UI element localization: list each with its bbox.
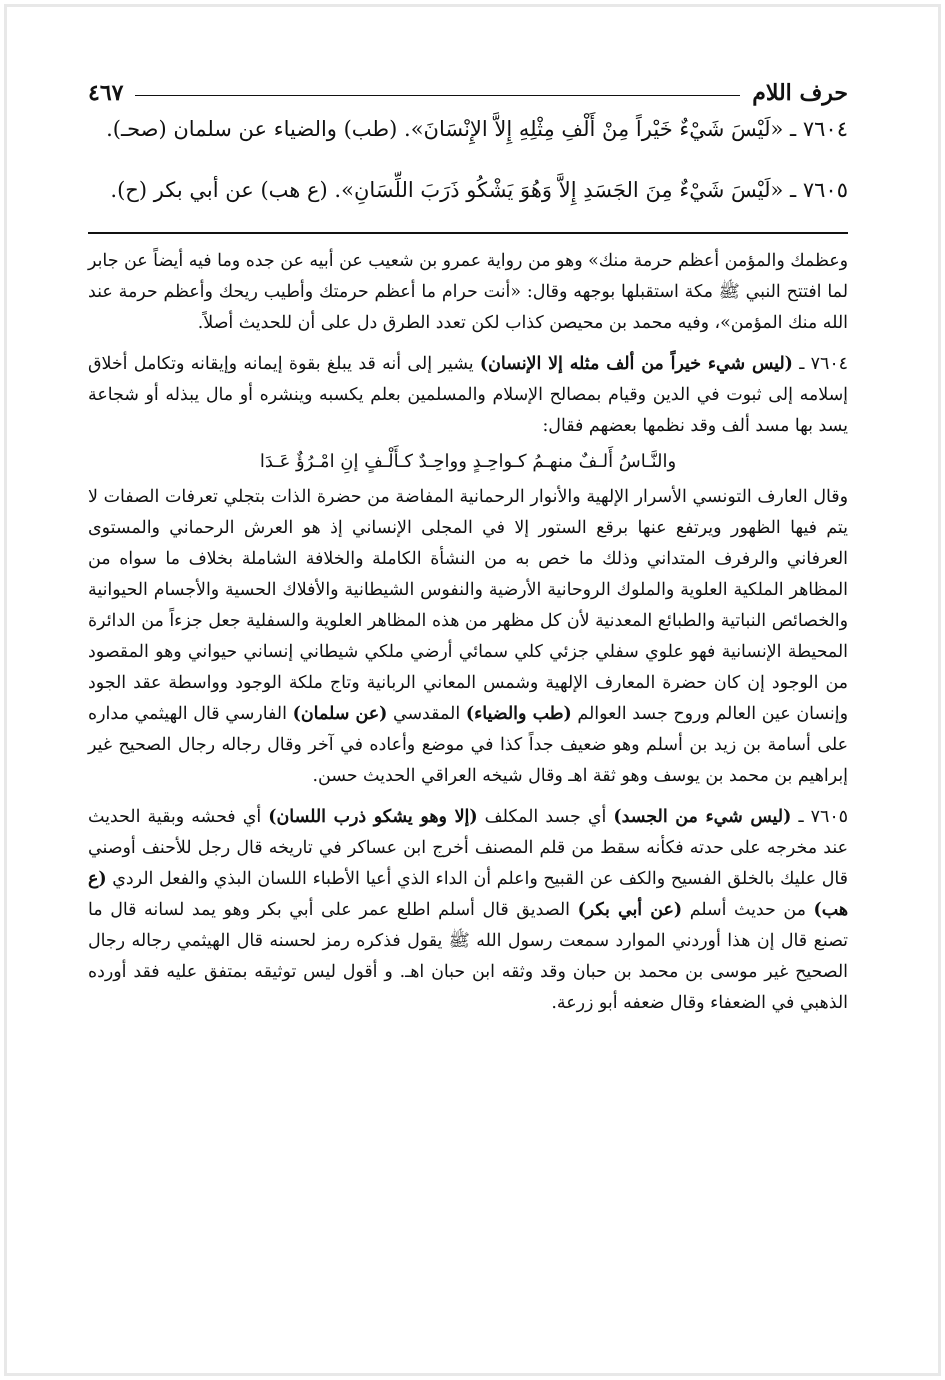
- commentary-text: أي فحشه وبقية الحديث عند مخرجه على حدته فكأنه سقط من قلم المصنف أخرج ابن عساكر في تاريخه قال رجل للأحنف أوصني قال عليك بالخلق الفسيح والكف عن القبيح واعلم أن الداء الذي أعيا الأطباء اللسان البذي والفعل الردي: [88, 807, 848, 889]
- commentary-text: الصديق قال أسلم اطلع عمر على أبي بكر وهو يمد لسانه قال ما تصنع قال إن هذا أوردني الموارد سمعت رسول الله ﷺ يقول فذكره رمز لحسنه قال الهيثمي رجاله رجال الصحيح غير موسى بن محمد بن حبان وقد وثقه ابن حبان اهـ. و أقول ليس توثيقه بمتفق عليه فقد أورده الذهبي في الضعفاء وقال ضعفه أبو زرعة.: [88, 900, 848, 1013]
- source-citation: (ع هب): [88, 869, 849, 920]
- commentary-text: من حديث أسلم: [689, 900, 806, 920]
- commentary-lemma: (ليس شيء خيراً من ألف مثله إلا الإنسان): [479, 354, 793, 374]
- hadith-source: . (طب) والضياء عن سلمان (صحـ).: [106, 117, 411, 141]
- footnote-divider: [88, 232, 848, 234]
- commentary-number: ٧٦٠٤ ـ: [799, 354, 849, 374]
- page-number: ٤٦٧: [88, 80, 124, 106]
- commentary-paragraph: [88, 482, 848, 792]
- running-header: [88, 62, 848, 106]
- commentary-lemma: (إلا وهو يشكو ذرب اللسان): [268, 807, 478, 827]
- header-rule: [135, 95, 740, 96]
- commentary-text: الفارسي قال الهيثمي مداره على أسامة بن زيد بن أسلم وهو ضعيف جداً كذا في موضع وأعاده في آخر وقال رجاله رجال الصحيح غير إبراهيم بن محمد بن يوسف وهو ثقة اهـ وقال شيخه العراقي الحديث حسن.: [88, 704, 848, 786]
- source-citation: (عن أبي بكر): [577, 900, 683, 920]
- commentary-paragraph: [88, 349, 848, 442]
- hadith-text: «لَيْسَ شَيْءٌ خَيْراً مِنْ أَلْفِ مِثْلِهِ إِلاَّ الإِنْسَانَ»: [410, 117, 784, 141]
- source-citation: (طب والضياء): [465, 704, 572, 724]
- commentary-paragraph: وعظمك والمؤمن أعظم حرمة منك» وهو من رواية عمرو بن شعيب عن أبيه عن جده وما فيه أيضاً عن جابر لما افتتح النبي ﷺ مكة استقبلها بوجهه وقال: «أنت حرام ما أعظم حرمتك وأطيب ريحك وأعظم حرمة عند الله منك المؤمن»، وفيه محمد بن محيصن كذاب لكن تعدد الطرق دل على أن للحديث أصلاً.: [88, 251, 848, 333]
- chapter-title: حرف اللام: [752, 80, 848, 106]
- hadith-source: . (ع هب) عن أبي بكر (ح).: [110, 178, 342, 202]
- hadith-number: ٧٦٠٥: [802, 178, 848, 202]
- poetry-verse: والنَّـاسُ أَلـفٌ منهـمُ كـواحِـدٍ وواحِـدٌ كـأَلْـفٍ إنِ امْـرُؤٌ عَـدَا: [259, 451, 677, 472]
- commentary-text: أي جسد المكلف: [484, 807, 607, 827]
- hadith-text: «لَيْسَ شَيْءٌ مِنَ الجَسَدِ إِلاَّ وَهُوَ يَشْكُو ذَرَبَ اللِّسَانِ»: [341, 178, 784, 202]
- commentary-text: المقدسي: [392, 704, 461, 724]
- book-page: [88, 62, 848, 1019]
- commentary-text: يشير إلى أنه قد يبلغ بقوة إيمانه وإيقانه وتكامل أخلاق إسلامه إلى ثبوت في الدين وقيام بمصالح الإسلام والمسلمين بعلم يكسبه وينشره أو مال يبذله أو شجاعة يسد بها مسد ألف وقد نظمها بعضهم فقال:: [88, 354, 848, 436]
- commentary-lemma: (ليس شيء من الجسد): [613, 807, 792, 827]
- hadith-number: ٧٦٠٤: [802, 117, 848, 141]
- commentary-number: ٧٦٠٥ ـ: [798, 807, 849, 827]
- hadith-entry: ٧٦٠٤ ـ «لَيْسَ شَيْءٌ خَيْراً مِنْ أَلْفِ مِثْلِهِ إِلاَّ الإِنْسَانَ». (طب) والضياء عن سلمان (صحـ).: [106, 117, 848, 141]
- hadith-entry: ٧٦٠٥ ـ «لَيْسَ شَيْءٌ مِنَ الجَسَدِ إِلاَّ وَهُوَ يَشْكُو ذَرَبَ اللِّسَانِ». (ع هب) عن أبي بكر (ح).: [110, 178, 848, 202]
- source-citation: (عن سلمان): [292, 704, 388, 724]
- commentary-paragraph: [88, 802, 848, 1019]
- commentary-text: وقال العارف التونسي الأسرار الإلهية والأنوار الرحمانية المفاضة من حضرة الذات بتجلي تعرفات الصفات لا يتم فيها الظهور ويرتفع عنها برقع الستور إلا في المجلى الإنساني إذ هو العرش الرحماني والمستوى العرفاني والرفرف المتداني وذلك ما خص به من النشأة الكاملة والخلافة الشاملة بخلاف ما سواه من المظاهر الملكية العلوية والملوك الروحانية الأرضية والنفوس الشيطانية والأفلاك الحسية والأجسام الحيوانية والخصائص النباتية والطبائع المعدنية لأن كل مظهر من هذه المظاهر العلوية والسفلية جعل جزءاً من الدائرة المحيطة الإنسانية فهو علوي سفلي جزئي كلي سمائي أرضي ملكي شيطاني إنساني حيواني وهو المقصود من الوجود إن كان حضرة المعارف الإلهية وشمس المعاني الربانية وتاج ملكة الوجود وواسطة عقد الجود وإنسان عين العالم وروح جسد العوالم: [88, 487, 848, 724]
